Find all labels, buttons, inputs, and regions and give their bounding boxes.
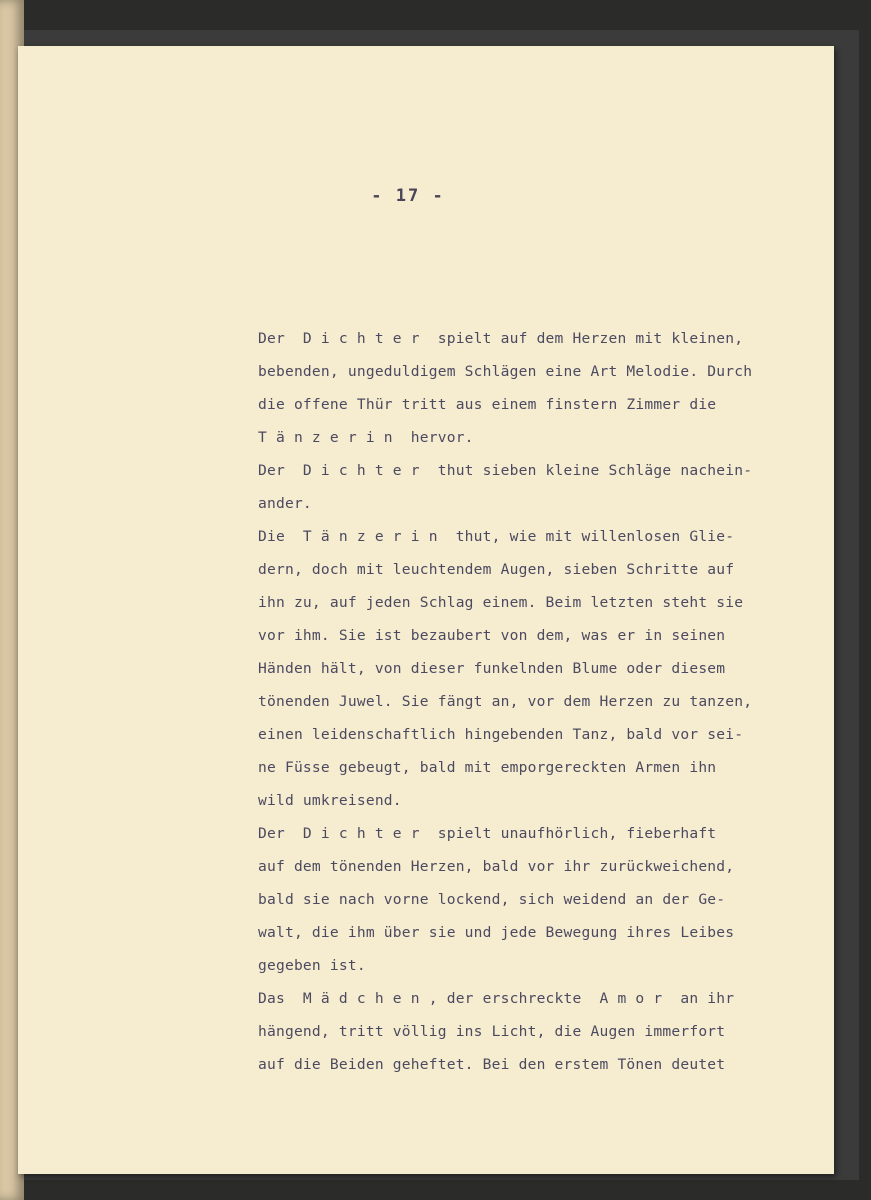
text-line: Händen hält, von dieser funkelnden Blume oder diesem <box>258 660 726 677</box>
text-line: wild umkreisend. <box>258 792 402 809</box>
text-line: Das M ä d c h e n , der erschreckte A m o r an ihr <box>258 990 735 1007</box>
text-line: bald sie nach vorne lockend, sich weidend an der Ge- <box>258 891 726 908</box>
text-line: dern, doch mit leuchtendem Augen, sieben Schritte auf <box>258 561 735 578</box>
text-line: ander. <box>258 495 312 512</box>
text-line: einen leidenschaftlich hingebenden Tanz, bald vor sei- <box>258 726 744 743</box>
typescript-body <box>258 322 818 1081</box>
text-line: gegeben ist. <box>258 957 366 974</box>
text-line: die offene Thür tritt aus einem finstern Zimmer die <box>258 396 717 413</box>
text-line: T ä n z e r i n hervor. <box>258 429 474 446</box>
text-line: tönenden Juwel. Sie fängt an, vor dem Herzen zu tanzen, <box>258 693 753 710</box>
text-line: hängend, tritt völlig ins Licht, die Augen immerfort <box>258 1023 726 1040</box>
text-line: auf die Beiden geheftet. Bei den erstem Tönen deutet <box>258 1056 726 1073</box>
text-line: Der D i c h t e r spielt unaufhörlich, fieberhaft <box>258 825 717 842</box>
text-line: Der D i c h t e r spielt auf dem Herzen mit kleinen, <box>258 330 744 347</box>
document-page <box>18 46 834 1174</box>
text-line: ihn zu, auf jeden Schlag einem. Beim letzten steht sie <box>258 594 744 611</box>
text-line: vor ihm. Sie ist bezaubert von dem, was er in seinen <box>258 627 726 644</box>
text-line: walt, die ihm über sie und jede Bewegung ihres Leibes <box>258 924 735 941</box>
text-line: bebenden, ungeduldigem Schlägen eine Art Melodie. Durch <box>258 363 753 380</box>
page-number: - 17 - <box>371 186 445 206</box>
text-line: ne Füsse gebeugt, bald mit emporgereckten Armen ihn <box>258 759 717 776</box>
text-line: Der D i c h t e r thut sieben kleine Schläge nachein- <box>258 462 753 479</box>
text-line: auf dem tönenden Herzen, bald vor ihr zurückweichend, <box>258 858 735 875</box>
text-line: Die T ä n z e r i n thut, wie mit willenlosen Glie- <box>258 528 735 545</box>
